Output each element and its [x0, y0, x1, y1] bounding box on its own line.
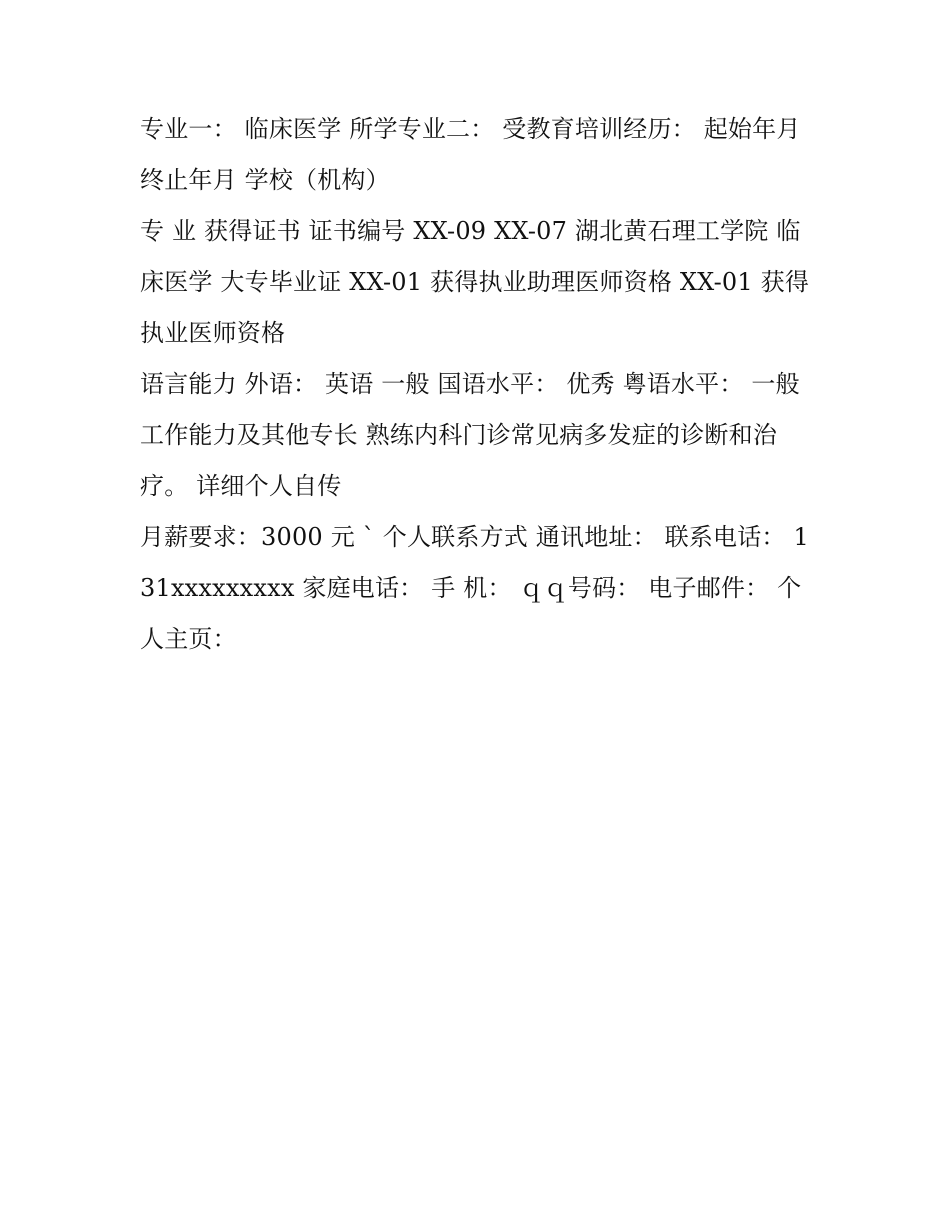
paragraph-certificates: 专 业 获得证书 证书编号 XX-09 XX-07 湖北黄石理工学院 临床医学 大专毕业证 XX-01 获得执业助理医师资格 XX-01 获得执业医师资格: [140, 217, 810, 347]
paragraph-skills: 语言能力 外语： 英语 一般 国语水平： 优秀 粤语水平： 一般 工作能力及其他专长 熟练内科门诊常见病多发症的诊断和治疗。 详细个人自传: [140, 370, 800, 500]
paragraph-education: 专业一： 临床医学 所学专业二： 受教育培训经历： 起始年月 终止年月 学校（机构）: [140, 115, 801, 194]
document-body: [140, 104, 820, 665]
paragraph-contact: 月薪要求：3000 元 ` 个人联系方式 通讯地址： 联系电话： 131xxxxxxxxx 家庭电话： 手 机： ｑｑ号码： 电子邮件： 个人主页：: [140, 523, 809, 653]
